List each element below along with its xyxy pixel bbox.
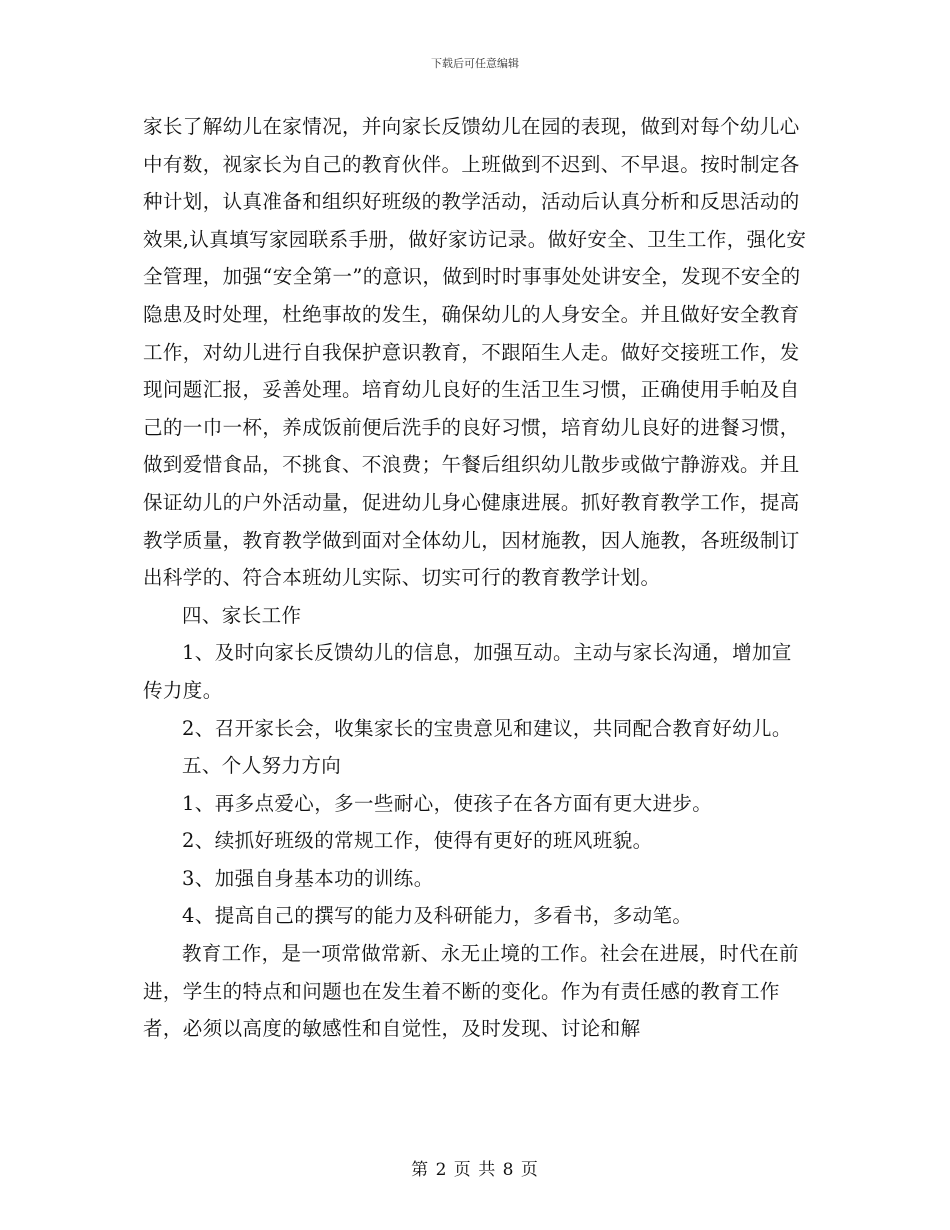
list-item-personal-2: 2、续抓好班级的常规工作，使得有更好的班风班貌。: [182, 829, 653, 853]
list-item-personal-3: 3、加强自身基本功的训练。: [182, 866, 434, 890]
section-heading-parent-work: 四、家长工作: [182, 603, 302, 627]
list-item-personal-4: 4、提高自己的撰写的能力及科研能力，多看书，多动笔。: [182, 904, 693, 928]
document-body: [143, 108, 808, 1048]
list-item-parent-2: 2、召开家长会，收集家长的宝贵意见和建议，共同配合教育好幼儿。: [182, 716, 792, 740]
section-heading-personal-direction: 五、个人努力方向: [182, 754, 342, 778]
list-item-parent-1: 1、及时向家长反馈幼儿的信息，加强互动。主动与家长沟通，增加宣传力度。: [143, 641, 792, 702]
page-footer: 第 2 页 共 8 页: [411, 1160, 539, 1180]
paragraph-1: 家长了解幼儿在家情况，并向家长反馈幼儿在园的表现，做到对每个幼儿心中有数，视家长为自己的教育伙伴。上班做到不迟到、不早退。按时制定各种计划，认真准备和组织好班级的教学活动，活动后认真分析和反思活动的效果,认真填写家园联系手册，做好家访记录。做好安全、卫生工作，强化安全管理，加强“安全第一”的意识，做到时时事事处处讲安全，发现不安全的隐患及时处理，杜绝事故的发生，确保幼儿的人身安全。并且做好安全教育工作，对幼儿进行自我保护意识教育，不跟陌生人走。做好交接班工作，发现问题汇报，妥善处理。培育幼儿良好的生活卫生习惯，正确使用手帕及自己的一巾一杯，养成饭前便后洗手的良好习惯，培育幼儿良好的进餐习惯，做到爱惜食品，不挑食、不浪费；午餐后组织幼儿散步或做宁静游戏。并且保证幼儿的户外活动量，促进幼儿身心健康进展。抓好教育教学工作，提高教学质量，教育教学做到面对全体幼儿，因材施教，因人施教，各班级制订出科学的、符合本班幼儿实际、切实可行的教育教学计划。: [143, 115, 807, 590]
paragraph-conclusion: 教育工作，是一项常做常新、永无止境的工作。社会在进展，时代在前进，学生的特点和问题也在发生着不断的变化。作为有责任感的教育工作者，必须以高度的敏感性和自觉性，及时发现、讨论和解: [143, 942, 799, 1041]
list-item-personal-1: 1、再多点爱心，多一些耐心，使孩子在各方面有更大进步。: [182, 791, 713, 815]
page-header: 下载后可任意编辑: [431, 57, 519, 70]
